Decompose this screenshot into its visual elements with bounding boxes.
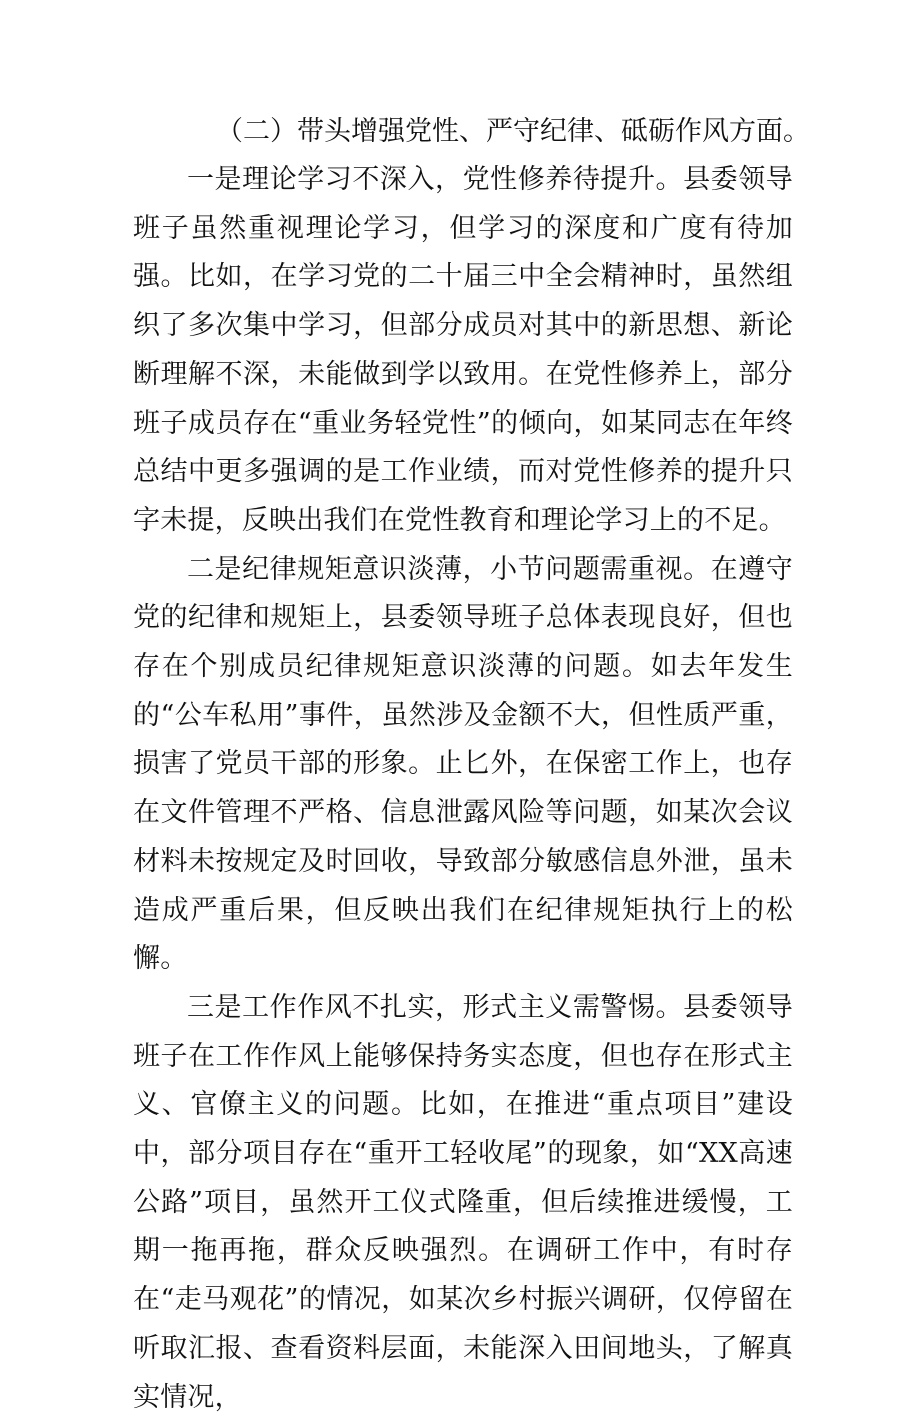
section-heading: （二）带头增强党性、严守纪律、砥砺作风方面。 xyxy=(216,116,810,147)
paragraph-discipline: 二是纪律规矩意识淡薄，小节问题需重视。在遵守党的纪律和规矩上，县委领导班子总体表现良好，但也存在个别成员纪律规矩意识淡薄的问题。如去年发生的“公车私用”事件，虽然涉及金额不大，但性质严重，损害了党员干部的形象。止匕外，在保密工作上，也存在文件管理不严格、信息泄露风险等问题，如某次会议材料未按规定及时回收，导致部分敏感信息外泄，虽未造成严重后果，但反映出我们在纪律规矩执行上的松懈。 xyxy=(133,553,793,975)
paragraph-work-style: 三是工作作风不扎实，形式主义需警惕。县委领导班子在工作作风上能够保持务实态度，但也存在形式主义、官僚主义的问题。比如，在推进“重点项目”建设中，部分项目存在“重开工轻收尾”的现象，如“XX高速公路”项目，虽然开工仪式隆重，但后续推进缓慢，工期一拖再拖，群众反映强烈。在调研工作中，有时存在“走马观花”的情况，如某次乡村振兴调研，仅停留在听取汇报、查看资料层面，未能深入田间地头，了解真实情况， xyxy=(133,991,793,1413)
document-body xyxy=(133,108,810,1422)
paragraph-theory-study: 一是理论学习不深入，党性修养待提升。县委领导班子虽然重视理论学习，但学习的深度和广度有待加强。比如，在学习党的二十届三中全会精神时，虽然组织了多次集中学习，但部分成员对其中的新思想、新论断理解不深，未能做到学以致用。在党性修养上，部分班子成员存在“重业务轻党性”的倾向，如某同志在年终总结中更多强调的是工作业绩，而对党性修养的提升只字未提，反映出我们在党性教育和理论学习上的不足。 xyxy=(133,164,793,536)
